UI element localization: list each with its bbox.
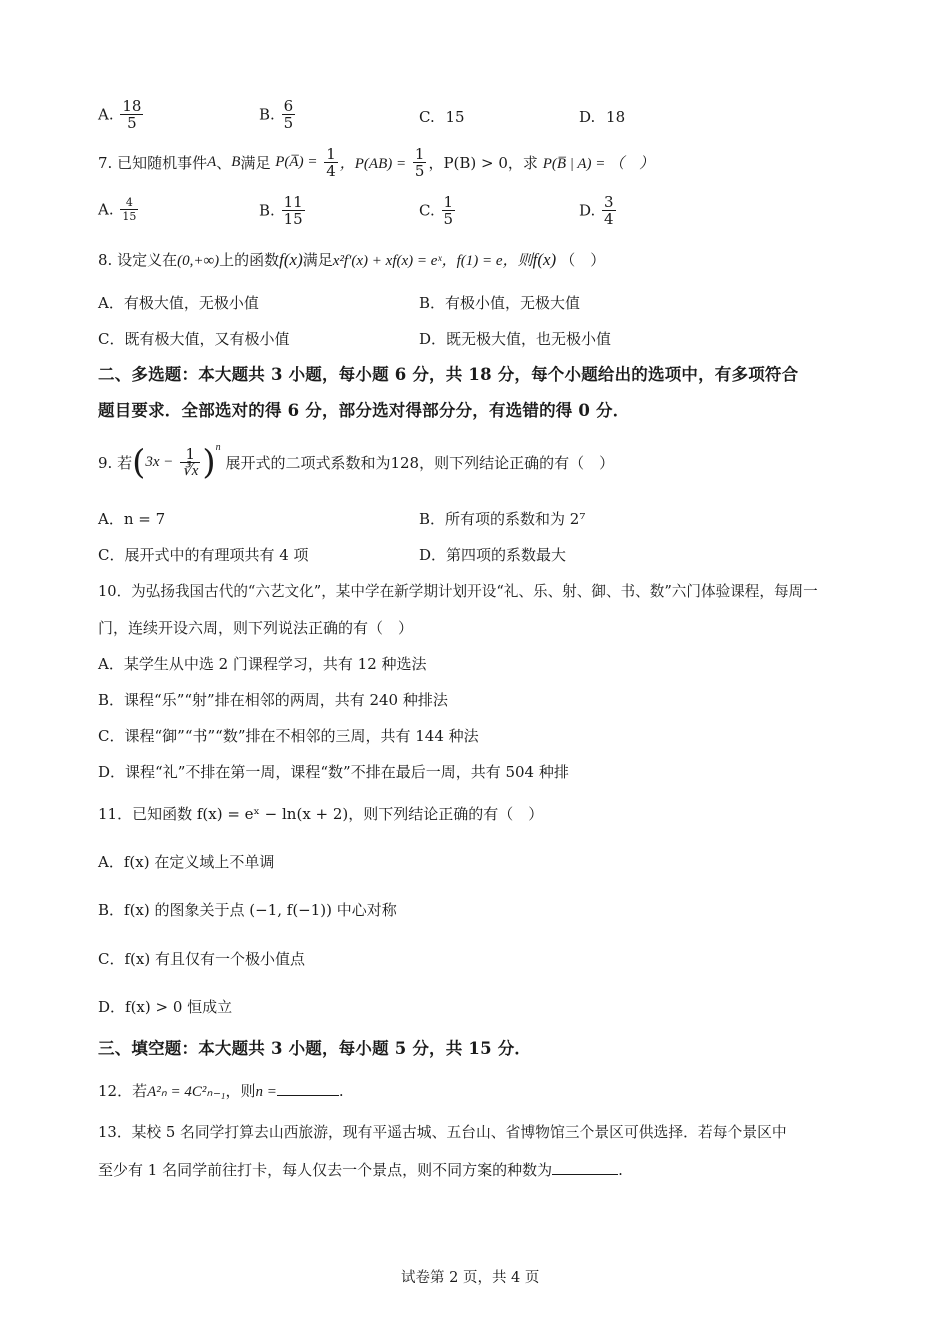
probability-expr: ，P(AB) =	[339, 156, 407, 172]
numerator: 11	[283, 193, 303, 211]
section-2-heading-line2: 题目要求．全部选对的得 6 分，部分选对得部分分，有选错的得 0 分．	[98, 401, 630, 420]
numerator: 1	[414, 145, 425, 163]
question-text: ，P(B) > 0，求	[428, 154, 538, 172]
q6-option-d	[579, 107, 625, 127]
q7-option-d	[579, 194, 618, 227]
numerator: 1	[443, 193, 454, 211]
question-text: 至少有 1 名同学前往打卡，每人仅去一个景点，则不同方案的种数为	[98, 1161, 553, 1179]
question-10-line2: 门，连续开设六周，则下列说法正确的有（ ）	[98, 619, 414, 637]
question-9	[98, 442, 615, 483]
question-10-line1: 10．为弘扬我国古代的“六艺文化”，某中学在新学期计划开设“礼、乐、射、御、书、数”六门体验课程，每周一	[98, 583, 818, 600]
question-12	[98, 1081, 344, 1102]
question-ask: （ ）	[560, 251, 606, 269]
domain-interval: (0,+∞)	[177, 253, 220, 269]
fraction	[282, 194, 305, 227]
question-11: 11．已知函数 f(x) = eˣ − ln(x + 2)，则下列结论正确的有（ ）	[98, 805, 544, 823]
denominator: 4	[604, 210, 614, 228]
q9-option-c: C．展开式中的有理项共有 4 项	[98, 546, 309, 564]
event-b: B	[231, 154, 241, 170]
question-8	[98, 250, 605, 271]
denominator: 5	[127, 114, 137, 132]
question-text: 满足	[302, 251, 333, 269]
equation: x²f′(x) + xf(x) = eˣ，f(1) = e，则	[332, 253, 533, 269]
denominator: 4	[326, 162, 336, 180]
option-value: 15	[445, 108, 465, 126]
q10-option-c: C．课程“御”“书”“数”排在不相邻的三周，共有 144 种法	[98, 727, 479, 745]
separator: 、	[216, 154, 232, 172]
question-text: ，则	[225, 1082, 256, 1100]
option-label: D.	[579, 108, 596, 126]
exponent: n	[215, 442, 221, 453]
numerator: 6	[283, 97, 294, 115]
question-7	[98, 146, 654, 179]
left-paren: (	[132, 442, 146, 483]
answer-blank[interactable]	[552, 1160, 618, 1175]
fraction	[413, 146, 427, 179]
question-text: 满足	[240, 154, 271, 172]
option-label: B.	[259, 201, 275, 220]
option-label: B.	[259, 105, 275, 124]
page-footer: 试卷第 2 页，共 4 页	[401, 1270, 540, 1286]
fraction	[120, 98, 143, 131]
denominator: 5	[443, 210, 454, 228]
fraction	[282, 98, 296, 131]
fraction	[120, 196, 138, 223]
fraction	[324, 146, 338, 179]
q8-option-c: C．既有极大值，又有极小值	[98, 330, 290, 348]
period: .	[338, 1082, 344, 1100]
numerator: 1	[180, 446, 200, 463]
question-text: 8. 设定义在	[98, 251, 178, 269]
q9-option-a: A．n = 7	[98, 510, 166, 528]
question-ask: P(B̅ | A) = （ ）	[542, 156, 655, 172]
denominator: 5	[283, 114, 294, 132]
option-value: 18	[606, 108, 626, 126]
function-name: f(x)	[279, 250, 303, 269]
section-2-heading-line1: 二、多选题：本大题共 3 小题，每小题 6 分，共 18 分，每个小题给出的选项中，有多项符合	[98, 365, 799, 384]
q8-option-b: B．有极小值，无极大值	[419, 294, 581, 312]
q9-option-b: B．所有项的系数和为 2⁷	[419, 510, 586, 528]
fraction	[602, 194, 616, 227]
q11-option-a: A．f(x) 在定义域上不单调	[98, 853, 275, 871]
q6-option-c	[419, 107, 465, 127]
denominator: 5	[414, 162, 425, 180]
option-label: D.	[579, 201, 596, 220]
q11-option-c: C．f(x) 有且仅有一个极小值点	[98, 950, 305, 968]
question-text: 7. 已知随机事件	[98, 154, 208, 172]
q6-option-b	[259, 98, 297, 131]
binomial-term: 3x −	[145, 454, 174, 470]
denominator: ∛x	[182, 463, 199, 479]
option-label: A.	[98, 200, 114, 219]
q10-option-a: A．某学生从中选 2 门课程学习，共有 12 种选法	[98, 655, 427, 673]
numerator: 18	[122, 97, 142, 115]
option-label: A.	[98, 105, 114, 124]
fraction	[442, 194, 456, 227]
q6-option-a	[98, 98, 145, 131]
q10-option-d: D．课程“礼”不排在第一周，课程“数”不排在最后一周，共有 504 种排	[98, 763, 569, 781]
option-label: C.	[419, 108, 435, 126]
option-label: C.	[419, 201, 435, 220]
q7-option-a	[98, 196, 140, 223]
q8-option-a: A．有极大值，无极小值	[98, 294, 259, 312]
function-name: f(x)	[532, 250, 557, 269]
q7-option-c	[419, 194, 457, 227]
probability-expr: P(A̅) =	[275, 154, 318, 170]
q9-option-d: D．第四项的系数最大	[419, 546, 567, 564]
answer-blank[interactable]	[277, 1081, 339, 1096]
question-text: 展开式的二项式系数和为128，则下列结论正确的有（ ）	[225, 454, 615, 472]
question-13-line2	[98, 1160, 623, 1180]
q11-option-d: D．f(x) > 0 恒成立	[98, 998, 233, 1016]
q10-option-b: B．课程“乐”“射”排在相邻的两周，共有 240 种排法	[98, 691, 448, 709]
numerator: 4	[120, 196, 138, 210]
period: .	[618, 1161, 623, 1179]
variable: n =	[255, 1084, 277, 1100]
q7-option-b	[259, 194, 307, 227]
q8-option-d: D．既无极大值，也无极小值	[419, 330, 612, 348]
right-paren: )	[202, 442, 216, 483]
fraction	[180, 446, 200, 479]
numerator: 1	[326, 145, 336, 163]
question-13-line1: 13．某校 5 名同学打算去山西旅游，现有平遥古城、五台山、省博物馆三个景区可供选择．若每个景区中	[98, 1124, 787, 1141]
denominator: 15	[122, 210, 137, 223]
equation: A²ₙ = 4C²ₙ₋₁	[147, 1084, 226, 1100]
numerator: 3	[604, 193, 614, 211]
question-text: 上的函数	[219, 251, 280, 269]
q11-option-b: B．f(x) 的图象关于点 (−1, f(−1)) 中心对称	[98, 901, 397, 919]
denominator: 15	[283, 210, 303, 228]
event-a: A	[207, 154, 217, 170]
question-text: 12．若	[98, 1082, 148, 1100]
section-3-heading: 三、填空题：本大题共 3 小题，每小题 5 分，共 15 分．	[98, 1039, 532, 1058]
question-text: 9. 若	[98, 454, 133, 472]
